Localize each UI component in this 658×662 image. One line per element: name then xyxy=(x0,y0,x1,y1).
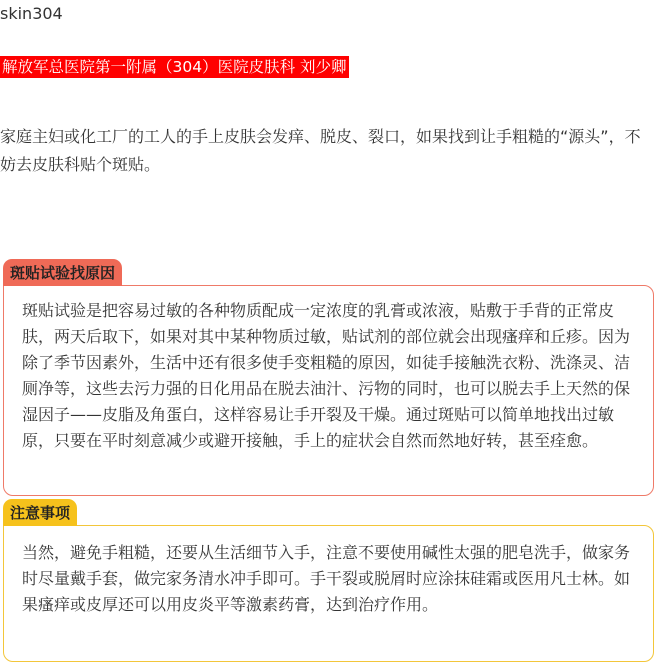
source-tag: skin304 xyxy=(0,4,63,23)
patch-test-section-title: 斑贴试验找原因 xyxy=(3,259,122,286)
precautions-section-body: 当然，避免手粗糙，还要从生活细节入手，注意不要使用碱性太强的肥皂洗手，做家务时尽量戴手套，做完家务清水冲手即可。手干裂或脱屑时应涂抹硅霜或医用凡士林。如果瘙痒或皮厚还可以用皮炎平等激素药膏，达到治疗作用。 xyxy=(3,525,654,662)
precautions-section-title: 注意事项 xyxy=(3,499,77,526)
author-banner: 解放军总医院第一附属（304）医院皮肤科 刘少卿 xyxy=(2,58,347,76)
intro-paragraph: 家庭主妇或化工厂的工人的手上皮肤会发痒、脱皮、裂口，如果找到让手粗糙的“源头”，不妨去皮肤科贴个斑贴。 xyxy=(0,127,641,174)
patch-test-section xyxy=(3,259,654,496)
precautions-section xyxy=(3,499,654,662)
patch-test-section-body: 斑贴试验是把容易过敏的各种物质配成一定浓度的乳膏或浓液，贴敷于手背的正常皮肤，两天后取下，如果对其中某种物质过敏，贴试剂的部位就会出现瘙痒和丘疹。因为除了季节因素外，生活中还有很多使手变粗糙的原因，如徒手接触洗衣粉、洗涤灵、洁厕净等，这些去污力强的日化用品在脱去油汁、污物的同时，也可以脱去手上天然的保湿因子——皮脂及角蛋白，这样容易让手开裂及干燥。通过斑贴可以简单地找出过敏原，只要在平时刻意减少或避开接触，手上的症状会自然而然地好转，甚至痊愈。 xyxy=(3,285,654,496)
